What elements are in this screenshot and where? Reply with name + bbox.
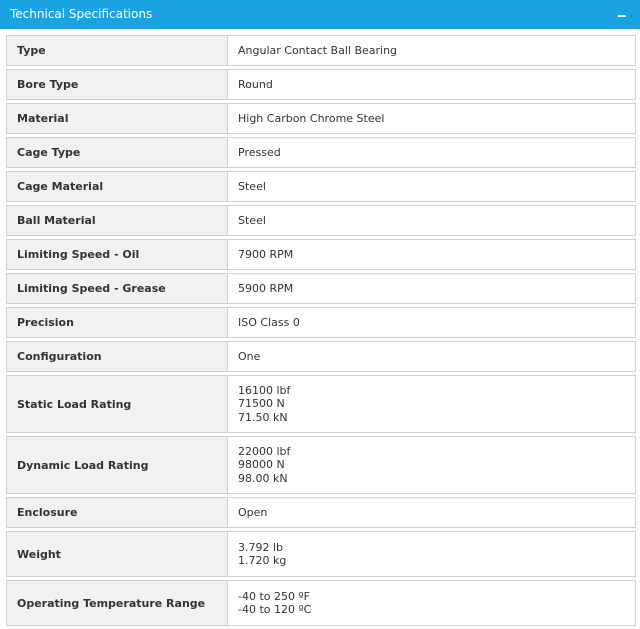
spec-value: High Carbon Chrome Steel bbox=[227, 103, 636, 134]
table-row bbox=[6, 531, 636, 577]
spec-label: Cage Material bbox=[6, 171, 227, 202]
table-row bbox=[6, 375, 636, 433]
table-row bbox=[6, 239, 636, 270]
spec-label: Limiting Speed - Grease bbox=[6, 273, 227, 304]
spec-value: 7900 RPM bbox=[227, 239, 636, 270]
table-row bbox=[6, 205, 636, 236]
specifications-table bbox=[6, 32, 636, 629]
spec-label: Material bbox=[6, 103, 227, 134]
table-row bbox=[6, 103, 636, 134]
spec-label: Operating Temperature Range bbox=[6, 580, 227, 626]
table-row bbox=[6, 341, 636, 372]
spec-label: Weight bbox=[6, 531, 227, 577]
table-row bbox=[6, 436, 636, 494]
spec-label: Type bbox=[6, 35, 227, 66]
table-row bbox=[6, 35, 636, 66]
table-row bbox=[6, 69, 636, 100]
spec-label: Ball Material bbox=[6, 205, 227, 236]
table-row bbox=[6, 497, 636, 528]
spec-value: 5900 RPM bbox=[227, 273, 636, 304]
spec-label: Dynamic Load Rating bbox=[6, 436, 227, 494]
panel-header[interactable] bbox=[0, 0, 640, 29]
table-row bbox=[6, 307, 636, 338]
spec-value: 16100 lbf 71500 N 71.50 kN bbox=[227, 375, 636, 433]
spec-label: Precision bbox=[6, 307, 227, 338]
spec-label: Static Load Rating bbox=[6, 375, 227, 433]
spec-label: Cage Type bbox=[6, 137, 227, 168]
spec-value: Angular Contact Ball Bearing bbox=[227, 35, 636, 66]
table-row bbox=[6, 171, 636, 202]
table-row bbox=[6, 137, 636, 168]
spec-value: One bbox=[227, 341, 636, 372]
spec-value: Pressed bbox=[227, 137, 636, 168]
spec-value: Round bbox=[227, 69, 636, 100]
spec-label: Bore Type bbox=[6, 69, 227, 100]
spec-value: Steel bbox=[227, 171, 636, 202]
panel-title: Technical Specifications bbox=[10, 7, 153, 21]
spec-value: Open bbox=[227, 497, 636, 528]
spec-value: -40 to 250 ºF -40 to 120 ºC bbox=[227, 580, 636, 626]
spec-value: 22000 lbf 98000 N 98.00 kN bbox=[227, 436, 636, 494]
spec-label: Configuration bbox=[6, 341, 227, 372]
spec-value: Steel bbox=[227, 205, 636, 236]
spec-label: Limiting Speed - Oil bbox=[6, 239, 227, 270]
spec-label: Enclosure bbox=[6, 497, 227, 528]
table-row bbox=[6, 580, 636, 626]
table-row bbox=[6, 273, 636, 304]
spec-value: 3.792 lb 1.720 kg bbox=[227, 531, 636, 577]
spec-value: ISO Class 0 bbox=[227, 307, 636, 338]
minus-icon[interactable] bbox=[614, 5, 630, 21]
